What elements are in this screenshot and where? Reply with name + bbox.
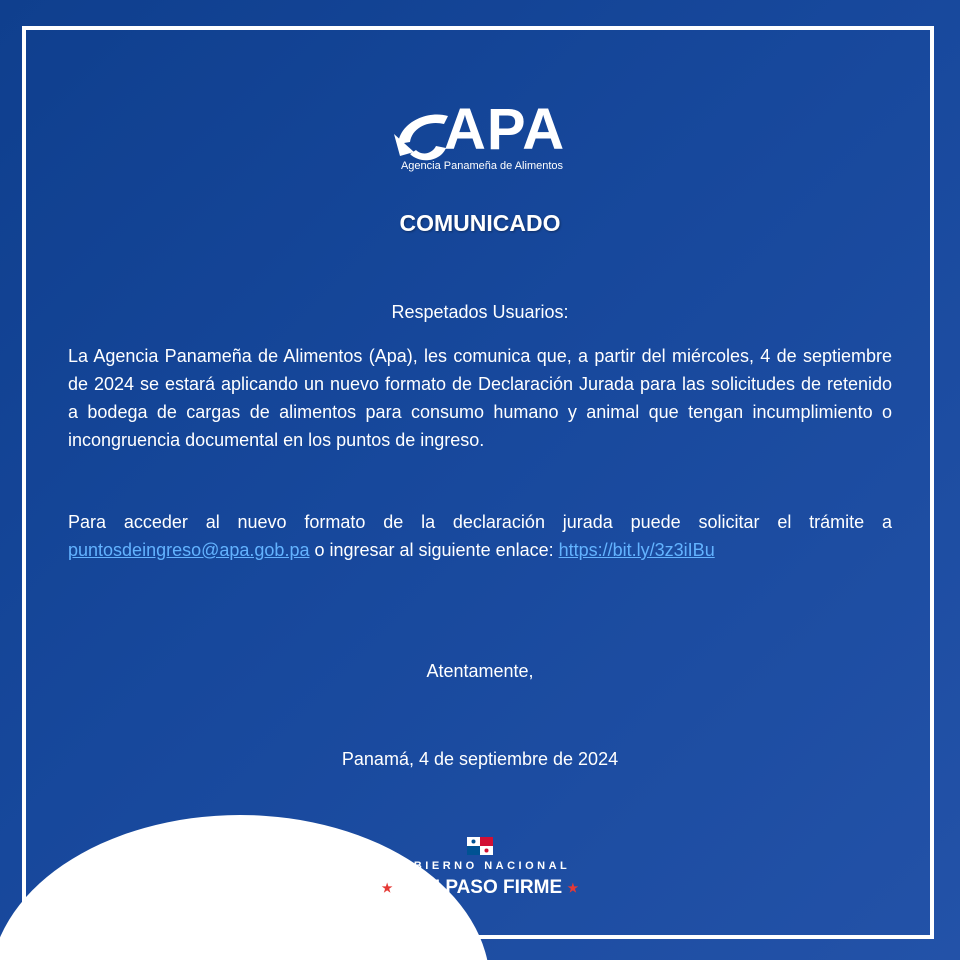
logo-wordmark: APA: [444, 97, 566, 162]
date-line: Panamá, 4 de septiembre de 2024: [341, 749, 619, 769]
star-right-icon: ★: [567, 880, 579, 895]
panama-flag-icon: [467, 837, 493, 855]
email-link[interactable]: puntosdeingreso@apa.gob.pa: [68, 540, 310, 560]
announcement-paragraph: La Agencia Panameña de Alimentos (Apa), les comunica que, a partir del miércoles, 4 de septiembre de 2024 se estará aplicando un nuevo formato de Declaración Jurada para las solicitudes de retenido a bodega de cargas de alimentos para consumo humano y animal que tengan incumplimiento o incongruencia documental en los puntos de ingreso.: [68, 346, 892, 450]
greeting: Respetados Usuarios:: [391, 302, 569, 322]
logo-subtitle: Agencia Panameña de Alimentos: [400, 160, 564, 172]
government-slogan: [0, 877, 960, 899]
access-middle-text: o ingresar al siguiente enlace:: [309, 540, 559, 560]
star-left-icon: ★: [381, 880, 393, 895]
access-lead-text: Para acceder al nuevo formato de la declaración jurada puede solicitar el trámite a: [68, 512, 892, 532]
access-paragraph: [68, 508, 892, 564]
url-link[interactable]: https://bit.ly/3z3iIBu: [558, 540, 715, 560]
slogan-text: CON PASO FIRME: [397, 877, 563, 898]
closing: Atentamente,: [426, 661, 534, 681]
government-label: GOBIERNO NACIONAL: [389, 860, 571, 872]
page-title: COMUNICADO: [399, 210, 561, 236]
